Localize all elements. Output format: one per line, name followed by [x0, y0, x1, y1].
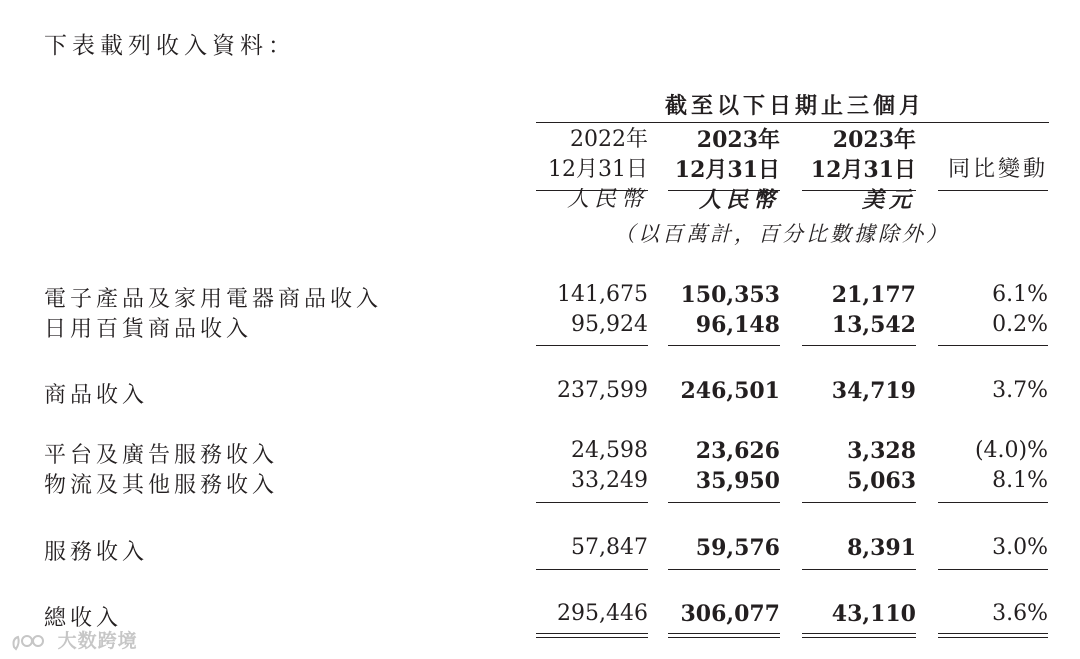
cell-2022: 295,446: [557, 601, 648, 626]
cell-yoy: 3.0%: [992, 535, 1048, 560]
row-label: 物流及其他服務收入: [44, 473, 279, 498]
column-year: 2023年: [832, 127, 916, 153]
subtotal-rule: [536, 502, 648, 503]
column-date: 12月31日: [810, 157, 916, 183]
header-rule: [802, 190, 916, 191]
row-label: 電子產品及家用電器商品收入: [44, 287, 383, 312]
cell-2023-rmb: 23,626: [695, 438, 780, 464]
cell-2023-usd: 3,328: [847, 438, 916, 464]
header-rule: [938, 190, 1048, 191]
column-date: 12月31日: [548, 157, 648, 182]
cell-yoy: 0.2%: [992, 312, 1048, 337]
cell-2022: 95,924: [571, 312, 648, 337]
cell-2023-usd: 8,391: [847, 535, 916, 561]
subtotal-rule: [668, 345, 780, 346]
cell-2022: 237,599: [557, 378, 648, 403]
subtotal-rule: [938, 502, 1048, 503]
column-currency: 人民幣: [698, 187, 780, 213]
column-date: 同比變動: [947, 157, 1048, 182]
cell-yoy: 6.1%: [992, 282, 1048, 307]
cell-2023-rmb: 35,950: [695, 468, 780, 494]
watermark-text: 大数跨境: [57, 630, 138, 652]
cell-2023-usd: 43,110: [831, 601, 916, 627]
subtotal-rule: [668, 569, 780, 570]
cell-yoy: 3.6%: [992, 601, 1048, 626]
cell-2023-rmb: 96,148: [695, 312, 780, 338]
subtotal-rule: [938, 569, 1048, 570]
total-double-rule: [938, 633, 1048, 638]
cell-2023-rmb: 150,353: [680, 282, 780, 308]
column-year: 2023年: [696, 127, 780, 153]
column-header-2023-rmb: [648, 125, 780, 215]
cell-2022: 57,847: [571, 535, 648, 560]
cell-2023-usd: 5,063: [847, 468, 916, 494]
column-currency: 人民幣: [566, 187, 648, 212]
row-label: 商品收入: [44, 383, 149, 408]
period-rule: [536, 122, 1049, 123]
subtotal-rule: [536, 569, 648, 570]
cell-yoy: 8.1%: [992, 468, 1048, 493]
row-label: 服務收入: [44, 540, 149, 565]
watermark-logo-icon: [10, 631, 50, 653]
subtotal-rule: [938, 345, 1048, 346]
cell-2022: 33,249: [571, 468, 648, 493]
total-double-rule: [668, 633, 780, 638]
subtotal-rule: [536, 345, 648, 346]
cell-yoy: 3.7%: [992, 378, 1048, 403]
total-double-rule: [536, 633, 648, 638]
unit-note: （以百萬計，百分比數據除外）: [614, 222, 950, 246]
cell-2023-usd: 21,177: [831, 282, 916, 308]
cell-2023-rmb: 59,576: [695, 535, 780, 561]
column-header-2022: [528, 125, 648, 215]
header-rule: [668, 190, 780, 191]
intro-text: 下表載列收入資料：: [44, 33, 296, 59]
subtotal-rule: [668, 502, 780, 503]
total-double-rule: [802, 633, 916, 638]
column-currency: 美元: [861, 187, 916, 213]
column-header-yoy: [918, 155, 1048, 185]
cell-2023-rmb: 246,501: [680, 378, 780, 404]
row-label: 日用百貨商品收入: [44, 317, 253, 342]
cell-2023-usd: 34,719: [831, 378, 916, 404]
subtotal-rule: [802, 345, 916, 346]
subtotal-rule: [802, 569, 916, 570]
cell-2022: 141,675: [557, 282, 648, 307]
column-year: 2022年: [570, 127, 648, 152]
header-rule: [536, 190, 648, 191]
subtotal-rule: [802, 502, 916, 503]
row-label: 總收入: [44, 606, 123, 631]
column-header-2023-usd: [782, 125, 916, 215]
watermark: [10, 626, 138, 653]
cell-yoy: (4.0)%: [974, 438, 1048, 463]
row-label: 平台及廣告服務收入: [44, 443, 279, 468]
cell-2022: 24,598: [571, 438, 648, 463]
period-header: 截至以下日期止三個月: [664, 93, 925, 119]
cell-2023-usd: 13,542: [831, 312, 916, 338]
column-date: 12月31日: [674, 157, 780, 183]
cell-2023-rmb: 306,077: [680, 601, 780, 627]
